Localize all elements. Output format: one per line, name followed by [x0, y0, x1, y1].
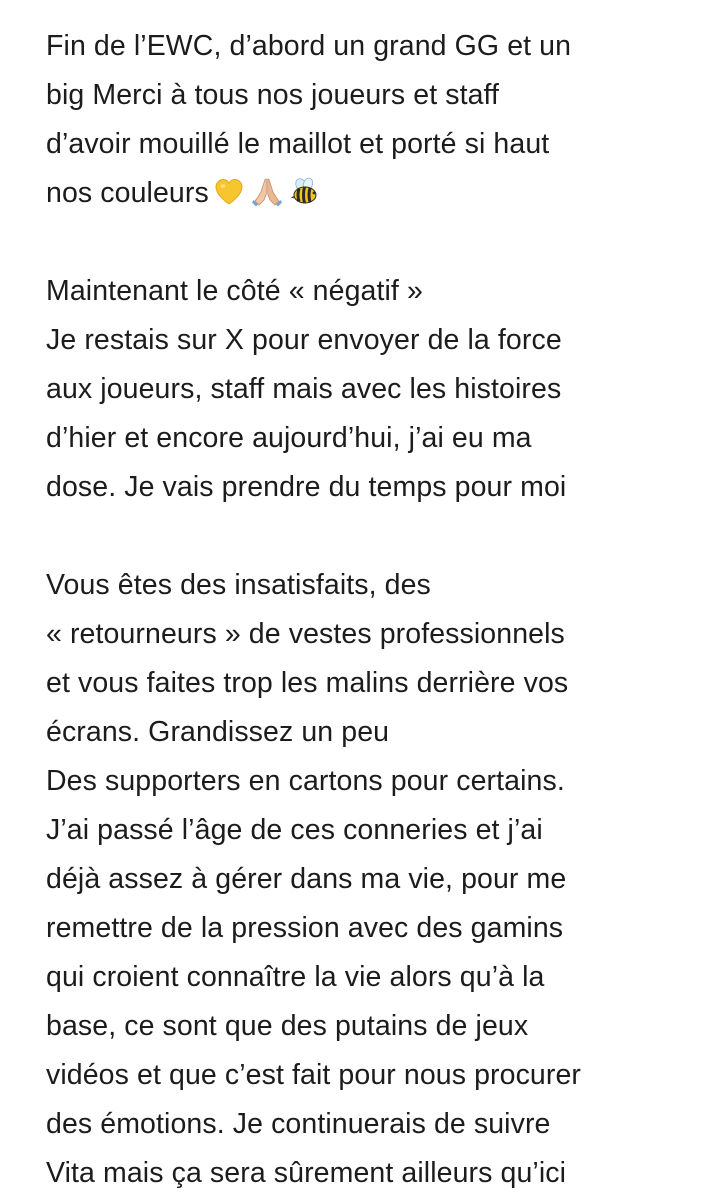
text-line: Des supporters en cartons pour certains.	[46, 765, 565, 797]
text-line: Maintenant le côté « négatif »	[46, 275, 423, 307]
emoji-run	[213, 176, 321, 208]
text-line-content: nos couleurs	[46, 177, 209, 209]
text-line: remettre de la pression avec des gamins	[46, 912, 564, 944]
text-line: Vita mais ça sera sûrement ailleurs qu’ici	[46, 1157, 567, 1189]
text-line: aux joueurs, staff mais avec les histoires	[46, 373, 562, 405]
text-line: qui croient connaître la vie alors qu’à la	[46, 961, 545, 993]
note-body[interactable]	[46, 22, 686, 1198]
text-line: déjà assez à gérer dans ma vie, pour me	[46, 863, 567, 895]
text-line: et vous faites trop les malins derrière vos	[46, 667, 569, 699]
text-line: J’ai passé l’âge de ces conneries et j’ai	[46, 814, 543, 846]
text-line: vidéos et que c’est fait pour nous procurer	[46, 1059, 582, 1091]
text-line: d’hier et encore aujourd’hui, j’ai eu ma	[46, 422, 532, 454]
folded-hands-icon	[251, 176, 283, 208]
text-line: base, ce sont que des putains de jeux	[46, 1010, 529, 1042]
text-line: Fin de l’EWC, d’abord un grand GG et un	[46, 30, 572, 62]
text-line	[46, 169, 686, 218]
text-line: Je restais sur X pour envoyer de la force	[46, 324, 562, 356]
blank-line	[46, 512, 686, 561]
text-line: d’avoir mouillé le maillot et porté si haut	[46, 128, 550, 160]
text-line: « retourneurs » de vestes professionnels	[46, 618, 565, 650]
honeybee-icon	[289, 176, 321, 208]
text-line: big Merci à tous nos joueurs et staff	[46, 79, 500, 111]
text-line: des émotions. Je continuerais de suivre	[46, 1108, 551, 1140]
text-line: dose. Je vais prendre du temps pour moi	[46, 471, 567, 503]
blank-line	[46, 218, 686, 267]
yellow-heart-icon	[213, 176, 245, 208]
text-line: Vous êtes des insatisfaits, des	[46, 569, 431, 601]
text-line: écrans. Grandissez un peu	[46, 716, 390, 748]
